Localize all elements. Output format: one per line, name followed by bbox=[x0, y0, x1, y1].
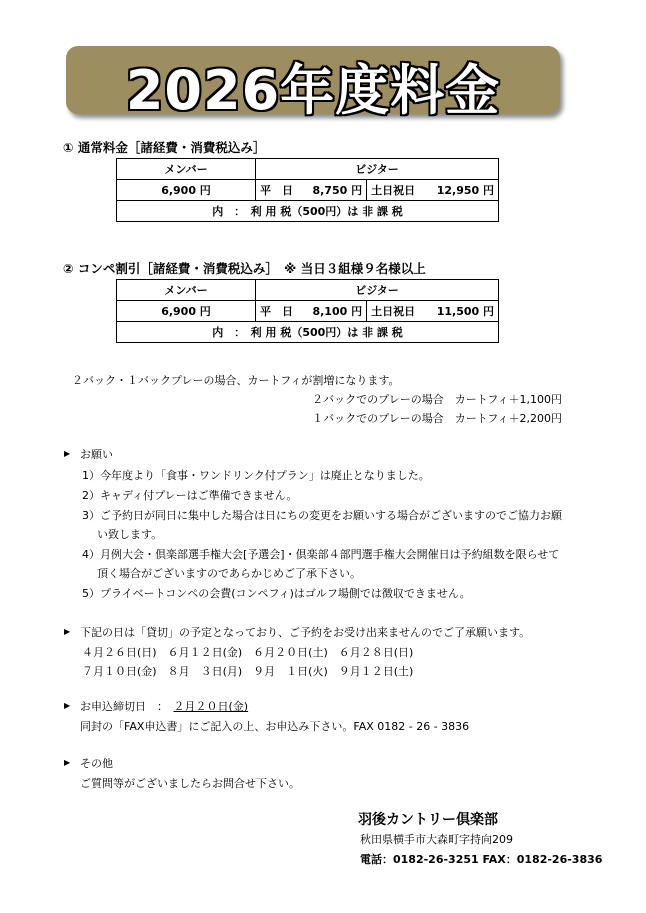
weekday-price: 8,100 円 bbox=[302, 301, 367, 322]
member-header: メンバー bbox=[117, 280, 256, 301]
title-banner bbox=[66, 46, 560, 122]
member-header: メンバー bbox=[117, 159, 256, 180]
request-item: 4）月例大会・倶楽部選手権大会[予選会]・倶楽部４部門選手権大会開催日は予約組数を限らせて bbox=[82, 548, 560, 561]
bullet-icon: ▶ bbox=[64, 449, 71, 458]
cart-2bag: ２バックでのプレーの場合 カートフィ＋1,100円 bbox=[312, 393, 562, 406]
member-price: 6,900 円 bbox=[117, 180, 256, 201]
holiday-label: 土日祝日 bbox=[367, 301, 426, 322]
cart-1bag: １バックでのプレーの場合 カートフィ＋2,200円 bbox=[312, 412, 562, 425]
holiday-price: 11,500 円 bbox=[425, 301, 498, 322]
weekday-label: 平 日 bbox=[256, 180, 302, 201]
club-address: 秋田県横手市大森町字持向209 bbox=[360, 833, 513, 846]
weekday-label: 平 日 bbox=[256, 301, 302, 322]
other-heading: その他 bbox=[80, 757, 113, 770]
section2-heading: ② コンペ割引［諸経費・消費税込み］ ※ 当日３組様９名様以上 bbox=[63, 261, 426, 276]
other-note: ご質問等がございましたらお問合せ下さい。 bbox=[80, 777, 300, 790]
reserved-dates: ７月１０日(金) ８月 ３日(月) ９月 １日(火) ９月１２日(土) bbox=[82, 665, 414, 678]
regular-fee-table bbox=[116, 158, 499, 222]
cart-note: ２バック・１バックプレーの場合、カートフィが割増になります。 bbox=[72, 374, 400, 387]
requests-heading: お願い bbox=[80, 448, 113, 461]
request-item: 頂く場合がございますのであらかじめご了承下さい。 bbox=[97, 567, 361, 580]
section1-heading: ① 通常料金［諸経費・消費税込み］ bbox=[63, 140, 266, 155]
page-title: 2026年度料金 bbox=[125, 59, 501, 122]
tax-note: 内 ： 利 用 税（500円）は 非 課 税 bbox=[117, 322, 499, 343]
request-item: 3）ご予約日が同日に集中した場合は日にちの変更をお願いする場合がございますのでご協力お願 bbox=[82, 509, 562, 522]
bullet-icon: ▶ bbox=[64, 627, 71, 636]
deadline-line bbox=[80, 698, 248, 714]
deadline-date: ２月２０日(金) bbox=[173, 700, 249, 713]
deadline-note: 同封の「FAX申込書」にご記入の上、お申込み下さい。FAX 0182 - 26 - 3836 bbox=[80, 720, 470, 733]
request-item: い致します。 bbox=[97, 528, 163, 541]
reserved-dates: ４月２６日(日) ６月１２日(金) ６月２０日(土) ６月２８日(日) bbox=[82, 646, 414, 659]
visitor-header: ビジター bbox=[256, 159, 499, 180]
request-item: 2）キャディ付プレーはご準備できません。 bbox=[82, 489, 298, 502]
request-item: 1）今年度より「食事・ワンドリンク付プラン」は廃止となりました。 bbox=[82, 469, 430, 482]
bullet-icon: ▶ bbox=[64, 758, 71, 767]
member-price: 6,900 円 bbox=[117, 301, 256, 322]
visitor-header: ビジター bbox=[256, 280, 499, 301]
reserved-heading: 下記の日は「貸切」の予定となっており、ご予約をお受け出来ませんのでご了承願います。 bbox=[80, 626, 531, 639]
club-contact: 電話：0182-26-3251 FAX：0182-26-3836 bbox=[360, 853, 603, 866]
request-item: 5）プライベートコンペの会費(コンペフィ)はゴルフ場側では徴収できません。 bbox=[82, 587, 471, 600]
weekday-price: 8,750 円 bbox=[302, 180, 367, 201]
holiday-price: 12,950 円 bbox=[425, 180, 498, 201]
competition-fee-table bbox=[116, 279, 499, 343]
club-name: 羽後カントリー倶楽部 bbox=[358, 812, 498, 828]
deadline-label: お申込締切日 ： bbox=[80, 700, 174, 713]
bullet-icon: ▶ bbox=[64, 701, 71, 710]
holiday-label: 土日祝日 bbox=[367, 180, 426, 201]
tax-note: 内 ： 利 用 税（500円）は 非 課 税 bbox=[117, 201, 499, 222]
